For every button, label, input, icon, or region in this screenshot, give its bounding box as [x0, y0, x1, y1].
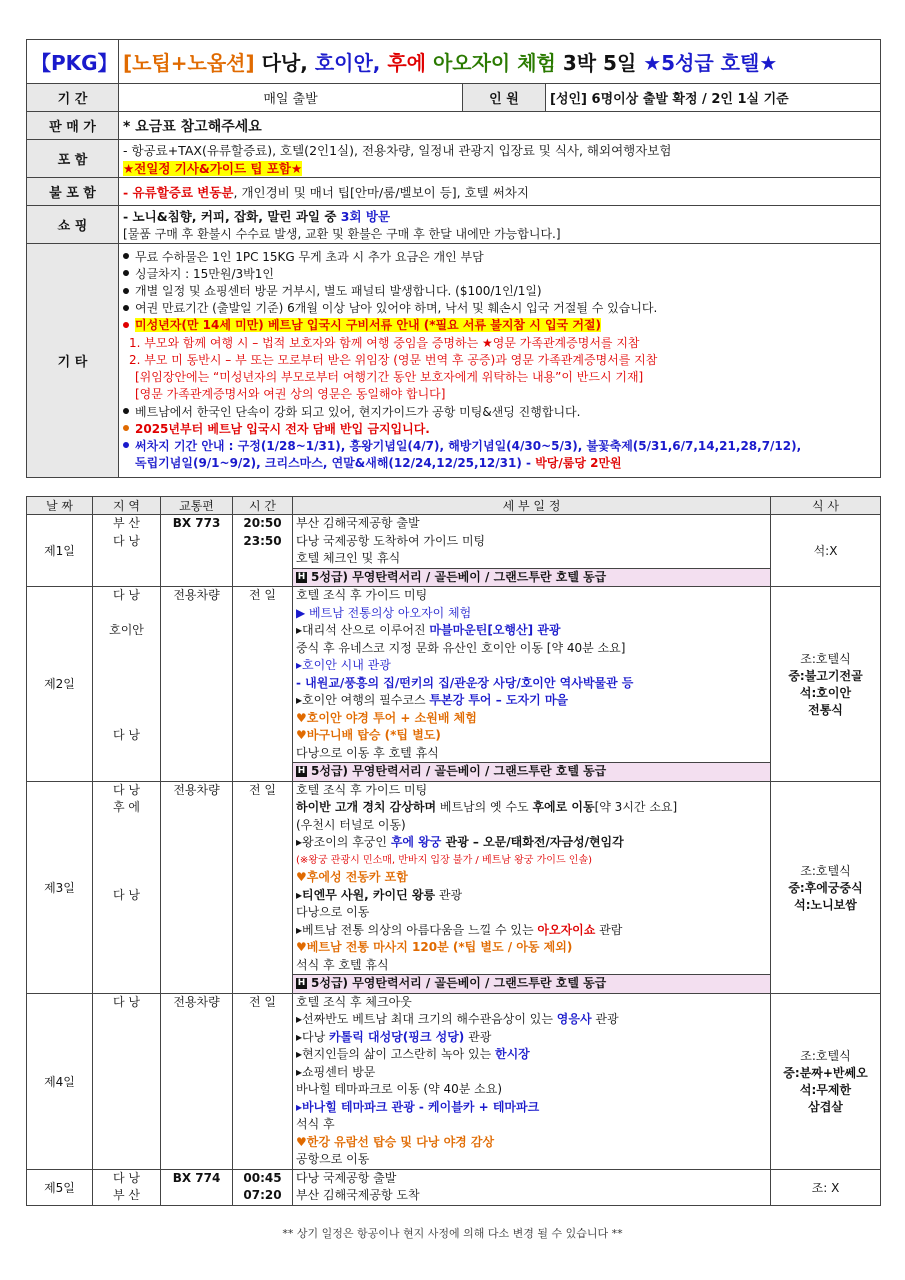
day-detail: 호텔 조식 후 체크아웃 ▸선짜반도 베트남 최대 크기의 해수관음상이 있는 영응사 관광 ▸다낭 카톨릭 대성당(핑크 성당) 관광 ▸현지인들의 삶이 고스란히 녹아 있는 한시장 ▸쇼핑센터 방문 바나힐 테마파크로 이동 (약 40분 소요) ▸바나힐 테마파크 관광 - 케이블카 + 테마파크 석식 후 ♥한강 유람선 탑승 및 다낭 야경 감상 공항으로 이동 — [293, 993, 771, 1169]
day-date: 제1일 — [27, 515, 93, 587]
day-region: 부 산 다 낭 — [93, 515, 161, 587]
hotel-line: H 5성급) 무영탄력서리 / 골든베이 / 그랜드투란 호텔 동급 — [293, 568, 770, 587]
day-region: 다 낭 호이안 다 낭 — [93, 587, 161, 782]
pkg-tag: 【PKG】 — [27, 40, 119, 84]
period-value: 매일 출발 — [119, 84, 463, 112]
shopping-value: - 노니&침향, 커피, 잡화, 말린 과일 중 3회 방문 [물품 구매 후 환불시 수수료 발생, 교환 및 환불은 구매 후 한달 내에만 가능합니다.] — [119, 206, 881, 244]
day-detail: 다낭 국제공항 출발 부산 김해국제공항 도착 — [293, 1169, 771, 1205]
day-detail: 호텔 조식 후 가이드 미팅 ▶ 베트남 전통의상 아오자이 체험 ▸대리석 산으로 이루어진 마블마운틴[오행산] 관광 중식 후 유네스코 지정 문화 유산인 호이안 이동 [약 40분 소요] ▸호이안 시내 관광 - 내원교/풍흥의 집/떤키의 집/관운장 사당/호이안 역사박물관 등 ▸호이안 여행의 필수코스 투본강 투어 – 도자기 마을 ♥호이안 야경 투어 + 소원배 체험 ♥바구니배 탑승 (*팁 별도) 다낭으로 이동 후 호텔 휴식 H 5성급) 무영탄력서리 / 골든베이 / 그랜드투란 호텔 동급 — [293, 587, 771, 782]
day-row — [27, 993, 881, 1169]
day-time: 전 일 — [233, 587, 293, 782]
day-row — [27, 587, 881, 782]
seller-label: 판 매 가 — [27, 112, 119, 140]
day-meal: 조:호텔식 중:불고기전골 석:호이안 전통식 — [771, 587, 881, 782]
col-region: 지 역 — [93, 497, 161, 515]
col-transport: 교통편 — [161, 497, 233, 515]
include-label: 포 함 — [27, 140, 119, 178]
day-meal: 석:X — [771, 515, 881, 587]
day-time: 전 일 — [233, 781, 293, 993]
etc-label: 기 타 — [27, 244, 119, 478]
day-row — [27, 1169, 881, 1205]
day-date: 제2일 — [27, 587, 93, 782]
hotel-line: H 5성급) 무영탄력서리 / 골든베이 / 그랜드투란 호텔 동급 — [293, 974, 770, 993]
exclude-value: - 유류할증료 변동분, 개인경비 및 매너 팁[안마/룸/벨보이 등], 호텔 써차지 — [119, 178, 881, 206]
day-date: 제4일 — [27, 993, 93, 1169]
hotel-icon: H — [297, 978, 306, 988]
day-transport: 전용차량 — [161, 587, 233, 782]
shopping-label: 쇼 핑 — [27, 206, 119, 244]
col-detail: 세 부 일 정 — [293, 497, 771, 515]
col-meal: 식 사 — [771, 497, 881, 515]
footer-note: ** 상기 일정은 항공이나 현지 사정에 의해 다소 변경 될 수 있습니다 ** — [282, 1227, 623, 1240]
day-meal: 조: X — [771, 1169, 881, 1205]
product-title: [노팁+노옵션] 다낭, 호이안, 후에 아오자이 체험 3박 5일 ★5성급 호텔★ — [119, 40, 881, 84]
col-time: 시 간 — [233, 497, 293, 515]
day-transport: 전용차량 — [161, 781, 233, 993]
etc-value: 무료 수하물은 1인 1PC 15KG 무게 초과 시 추가 요금은 개인 부담 싱글차지 : 15만원/3박1인 개별 일정 및 쇼핑센터 방문 거부시, 별도 패널티 발생합니다. ($100/1인/1일) 여권 만료기간 (출발일 기준) 6개월 이상 남아 있어야 하며, 낙서 및 훼손시 입국 거절될 수 있습니다. 미성년자(만 14세 미만) 베트남 입국시 구비서류 안내 (*필요 서류 불지참 시 입국 거절) 1. 부모와 함께 여행 시 – 법적 보호자와 함께 여행 중임을 증명하는 ★영문 가족관계증명서를 지참 2. 부모 미 동반시 – 부 또는 모로부터 받은 위임장 (영문 번역 후 공증)과 영문 가족관계증명서를 지참 [위임장안에는 “미성년자의 부모로부터 여행기간 동안 보호자에게 위탁하는 내용”이 반드시 기재] [영문 가족관계증명서와 여권 상의 영문은 동일해야 합니다] 베트남에서 한국인 단속이 강화 되고 있어, 현지가이드가 공항 미팅&샌딩 진행합니다. 2025년부터 베트남 입국시 전자 담배 반입 금지입니다. 써차지 기간 안내 : 구정(1/28~1/31), 흥왕기념일(4/7), 해방기념일(4/30~5/3), 불꽃축제(5/31,6/7,14,21,28,7/12), 독립기념일(9/1~9/2), 크리스마스, 연말&새해(12/24,12/25,12/31) - 박당/룸당 2만원 — [119, 244, 881, 478]
day-region: 다 낭 부 산 — [93, 1169, 161, 1205]
hotel-line: H 5성급) 무영탄력서리 / 골든베이 / 그랜드투란 호텔 동급 — [293, 762, 770, 781]
day-transport: 전용차량 — [161, 993, 233, 1169]
day-date: 제5일 — [27, 1169, 93, 1205]
include-line: - 항공료+TAX(유류할증료), 호텔(2인1실), 전용차량, 일정내 관광지 입장료 및 식사, 해외여행자보험 — [123, 142, 672, 158]
product-info-table — [26, 39, 881, 478]
col-date: 날 짜 — [27, 497, 93, 515]
day-detail: 호텔 조식 후 가이드 미팅 하이반 고개 경치 감상하며 베트남의 옛 수도 후에로 이동[약 3시간 소요] (우천시 터널로 이동) ▸왕조이의 후궁인 후에 왕궁 관광 – 오문/태화전/자금성/현임각 (※왕궁 관광시 민소매, 반바지 입장 불가 / 베트남 왕궁 가이드 인솔) ♥후에성 전동카 포함 ▸티엔무 사원, 카이딘 왕릉 관광 다낭으로 이동 ▸베트남 전통 의상의 아름다움을 느낄 수 있는 아오자이쇼 관람 ♥베트남 전통 마사지 120분 (*팁 별도 / 아동 제외) 석식 후 호텔 휴식 H 5성급) 무영탄력서리 / 골든베이 / 그랜드투란 호텔 동급 — [293, 781, 771, 993]
day-region: 다 낭 후 에 다 낭 — [93, 781, 161, 993]
period-label: 기 간 — [27, 84, 119, 112]
itinerary-table — [26, 496, 881, 1206]
include-value — [119, 140, 881, 178]
day-transport: BX 773 — [161, 515, 233, 587]
exclude-label: 불 포 함 — [27, 178, 119, 206]
day-transport: BX 774 — [161, 1169, 233, 1205]
pax-value: [성인] 6명이상 출발 확정 / 2인 1실 기준 — [546, 84, 881, 112]
day-time: 20:50 23:50 — [233, 515, 293, 587]
day-date: 제3일 — [27, 781, 93, 993]
day-row — [27, 515, 881, 587]
tip-included-highlight: ★전일정 기사&가이드 팁 포함★ — [123, 160, 303, 176]
pax-label: 인 원 — [463, 84, 546, 112]
day-row — [27, 781, 881, 993]
day-time: 전 일 — [233, 993, 293, 1169]
day-region: 다 낭 — [93, 993, 161, 1169]
seller-value: * 요금표 참고해주세요 — [119, 112, 881, 140]
hotel-icon: H — [297, 571, 306, 582]
hotel-icon: H — [297, 766, 306, 776]
day-time: 00:45 07:20 — [233, 1169, 293, 1205]
day-meal: 조:호텔식 중:분짜+반쎄오 석:무제한 삼겹살 — [771, 993, 881, 1169]
itinerary-header — [27, 497, 881, 515]
day-meal: 조:호텔식 중:후에궁중식 석:노니보쌈 — [771, 781, 881, 993]
day-detail: 부산 김해국제공항 출발 다낭 국제공항 도착하여 가이드 미팅 호텔 체크인 및 휴식 H 5성급) 무영탄력서리 / 골든베이 / 그랜드투란 호텔 동급 — [293, 515, 771, 587]
